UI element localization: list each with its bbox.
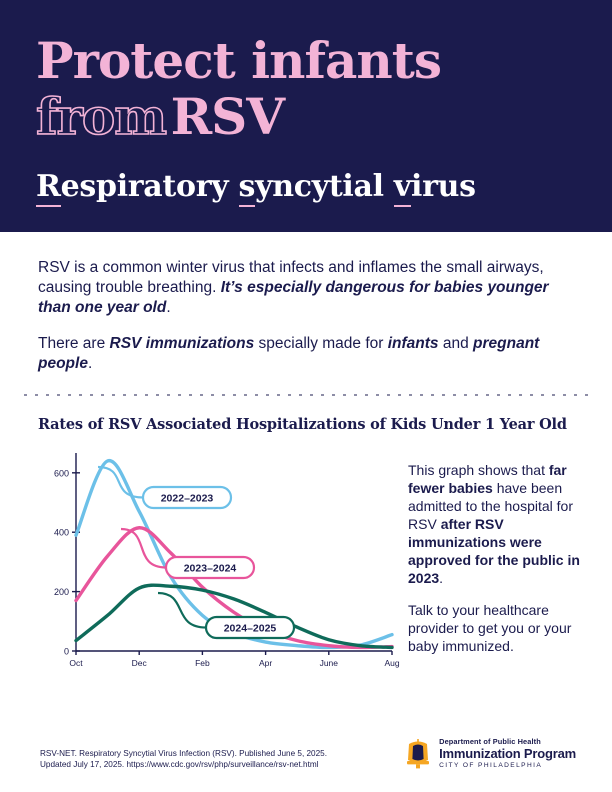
subtitle-r: R	[36, 169, 61, 207]
line-chart	[38, 445, 400, 690]
subtitle-v: v	[394, 169, 411, 207]
chart-explanation	[408, 445, 584, 669]
intro-p2-immunizations: RSV immunizations	[109, 335, 255, 352]
intro-section	[0, 232, 612, 374]
x-axis-tick-label: Aug	[384, 658, 400, 668]
subtitle-s: s	[239, 169, 256, 207]
expl-p1-a: This graph shows that	[408, 462, 549, 478]
subtitle-espiratory: espiratory	[60, 169, 229, 204]
page-title-rsv: RSV	[170, 87, 285, 146]
intro-p2-c: specially made for	[254, 335, 388, 352]
y-axis-tick-label: 600	[53, 468, 69, 479]
logo-text-block	[439, 737, 576, 769]
liberty-bell-icon	[403, 736, 433, 770]
page-title-line1: Protect infants	[36, 31, 441, 90]
source-citation	[40, 748, 327, 770]
chart-title: Rates of RSV Associated Hospitalizations of Kids Under 1 Year Old	[38, 416, 567, 433]
footer	[0, 736, 612, 770]
expl-p1-bold1: far fewer babies	[408, 462, 567, 496]
chart-svg	[38, 445, 400, 685]
subtitle-irus: irus	[411, 169, 476, 204]
x-axis-tick-label: Dec	[131, 658, 147, 668]
intro-paragraph-2	[38, 334, 576, 374]
y-axis-tick-label: 0	[63, 646, 69, 657]
series-callout-label: 2022–2023	[160, 492, 214, 505]
x-axis-tick-label: Feb	[195, 658, 210, 668]
intro-p1-a: RSV is a common winter virus that infects and inflames the small airways, causing trouble breathing.	[38, 259, 544, 296]
expl-p1-e: .	[439, 570, 444, 586]
page-subtitle	[36, 169, 576, 204]
header-banner	[0, 0, 612, 232]
y-axis-tick-label: 200	[53, 587, 69, 598]
intro-p2-a: There are	[38, 335, 110, 352]
subtitle-yncytial: yncytial	[255, 169, 384, 204]
intro-p1-c: .	[166, 299, 171, 316]
explanation-paragraph-2: Talk to your healthcare provider to get you or your baby immunized.	[408, 602, 572, 654]
x-axis-tick-label: June	[319, 658, 339, 668]
dotted-divider	[20, 390, 592, 400]
page-title-line2	[36, 87, 576, 157]
logo-department: Department of Public Health	[439, 737, 541, 746]
y-axis-tick-label: 400	[53, 527, 69, 538]
x-axis-tick-label: Apr	[258, 658, 273, 668]
series-callout-label: 2023–2024	[183, 562, 237, 575]
intro-p2-g: .	[87, 355, 93, 372]
intro-p1-emphasis: It’s especially dangerous for babies younger than one year old	[38, 279, 549, 316]
intro-p2-e: and	[438, 335, 474, 352]
expl-p1-bold2: after RSV immunizations were approved for the public in 2023	[408, 516, 580, 586]
series-callout-label: 2024–2025	[223, 622, 277, 635]
explanation-paragraph-1	[408, 461, 584, 587]
source-line-1: RSV-NET. Respiratory Syncytial Virus Infection (RSV). Published June 5, 2025.	[40, 749, 327, 758]
philadelphia-health-logo	[403, 736, 576, 770]
x-axis-tick-label: Oct	[69, 658, 83, 668]
intro-p2-pregnant: pregnant people	[38, 335, 540, 372]
logo-program: Immunization Program	[439, 746, 576, 761]
page-title-from: from	[36, 87, 167, 146]
intro-paragraph-1	[38, 258, 576, 318]
divider-dots	[20, 393, 592, 397]
logo-city: CITY OF PHILADELPHIA	[439, 762, 543, 769]
intro-p2-infants: infants	[387, 335, 439, 352]
chart-section	[0, 400, 612, 690]
expl-p1-c: have been admitted to the hospital for RSV	[408, 480, 573, 532]
source-line-2: Updated July 17, 2025. https://www.cdc.gov/rsv/php/surveillance/rsv-net.html	[40, 760, 319, 769]
